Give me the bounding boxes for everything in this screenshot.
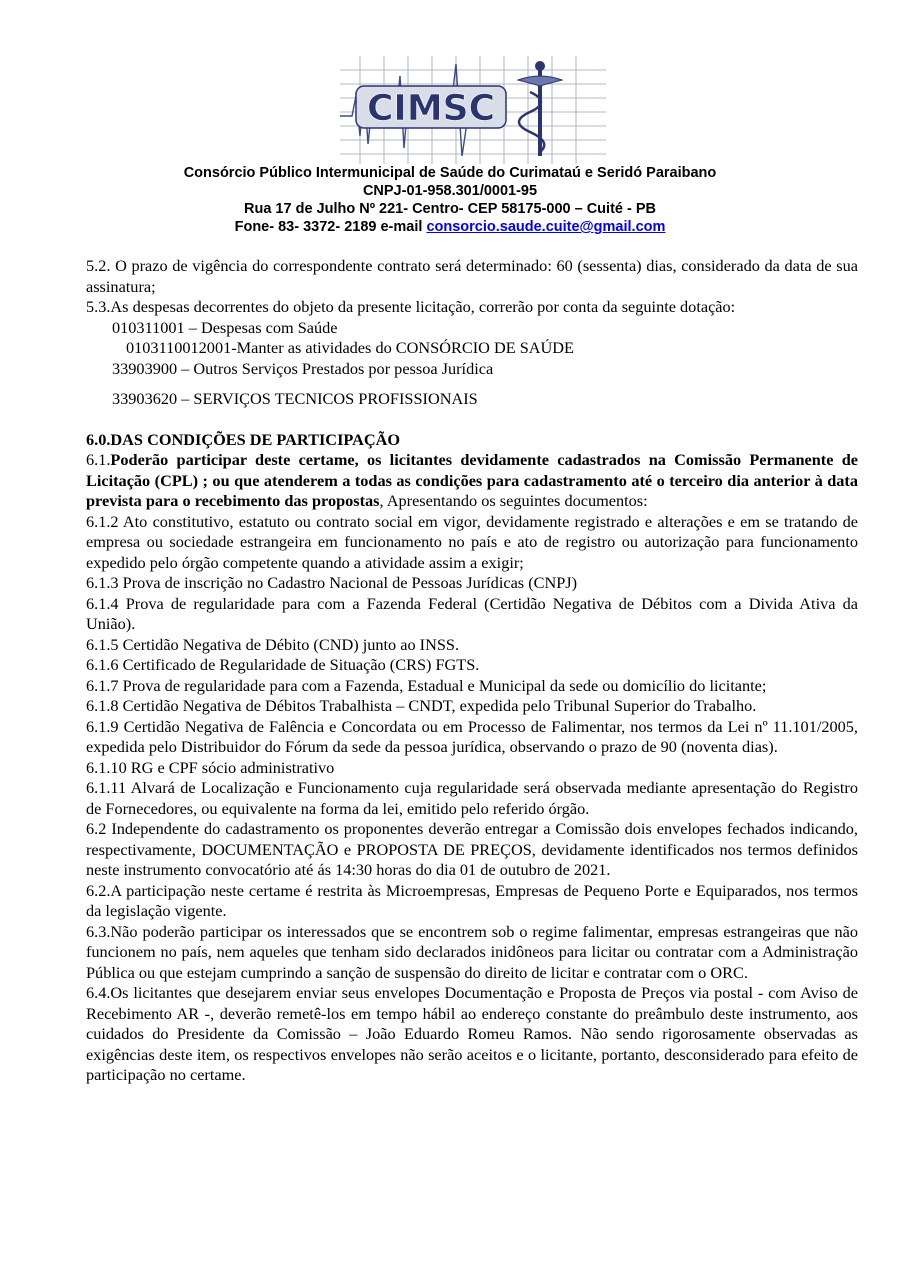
- clause-6-1-bold: Poderão participar deste certame, os licitantes devidamente cadastrados na Comissão Permanente de Licitação (CPL) ; ou que atenderem a todas as condições para cadastramento até o terceiro dia anterior à data prevista para o recebimento das propostas: [86, 450, 858, 510]
- email-link[interactable]: consorcio.saude.cuite@gmail.com: [426, 219, 666, 235]
- budget-line-3: 33903900 – Outros Serviços Prestados por pessoa Jurídica: [112, 358, 494, 378]
- clause-6-1: [86, 450, 858, 512]
- clause-6-1-8: 6.1.8 Certidão Negativa de Débitos Trabalhista – CNDT, expedida pelo Tribunal Superior do Trabalho.: [86, 696, 757, 715]
- clause-6-1-6: 6.1.6 Certificado de Regularidade de Situação (CRS) FGTS.: [86, 655, 480, 674]
- section-6-heading: 6.0.DAS CONDIÇÕES DE PARTICIPAÇÃO: [86, 429, 401, 449]
- clause-6-1-3: 6.1.3 Prova de inscrição no Cadastro Nacional de Pessoas Jurídicas (CNPJ): [86, 573, 578, 592]
- budget-line-1: 010311001 – Despesas com Saúde: [112, 317, 338, 337]
- contact-phone: Fone- 83- 3372- 2189 e-mail: [234, 219, 427, 235]
- clause-6-2-a: 6.2.A participação neste certame é restrita às Microempresas, Empresas de Pequeno Porte e Equiparados, nos termos da legislação vigente.: [86, 880, 858, 920]
- document-body: [86, 256, 858, 1086]
- clause-6-1-5: 6.1.5 Certidão Negativa de Débito (CND) junto ao INSS.: [86, 634, 460, 654]
- clause-6-1-7: 6.1.7 Prova de regularidade para com a Fazenda, Estadual e Municipal da sede ou domicílio do licitante;: [86, 675, 767, 695]
- clause-6-2: 6.2 Independente do cadastramento os proponentes deverão entregar a Comissão dois envelopes fechados indicando, respectivamente, DOCUMENTAÇÃO e PROPOSTA DE PREÇOS, devidamente identificados nos termos definidos neste instrumento convocatório até ás 14:30 horas do dia 01 de outubro de 2021.: [86, 819, 858, 879]
- budget-line-2: 0103110012001-Manter as atividades do CONSÓRCIO DE SAÚDE: [126, 338, 574, 357]
- clause-6-4: 6.4.Os licitantes que desejarem enviar seus envelopes Documentação e Proposta de Preços via postal - com Aviso de Recebimento AR -, deverão remetê-los em tempo hábil ao endereço constante do preâmbulo deste instrumento, aos cuidados do Presidente da Comissão – João Eduardo Romeu Ramos. Não sendo rigorosamente observadas as exigências deste item, os respectivos envelopes não serão aceitos e o licitante, portanto, desconsiderado para efeito de participação no certame.: [86, 983, 858, 1084]
- clause-5-3: 5.3.As despesas decorrentes do objeto da presente licitação, correrão por conta da seguinte dotação:: [86, 297, 736, 316]
- clause-6-1-9: 6.1.9 Certidão Negativa de Falência e Concordata ou em Processo de Falimentar, nos termos da Lei nº 11.101/2005, expedida pelo Distribuidor do Fórum da sede da pessoa jurídica, observando o prazo de 90 (noventa dias).: [86, 716, 858, 756]
- org-address: Rua 17 de Julho Nº 221- Centro- CEP 58175-000 – Cuité - PB: [244, 201, 656, 217]
- clause-6-1-rest: , Apresentando os seguintes documentos:: [379, 491, 648, 510]
- clause-6-1-11: 6.1.11 Alvará de Localização e Funcionamento cuja regularidade será observada mediante apresentação do Registro de Fornecedores, ou equivalente na forma da lei, emitido pelo referido órgão.: [86, 778, 858, 818]
- cimsc-logo: [340, 56, 606, 164]
- org-cnpj: CNPJ-01-958.301/0001-95: [362, 183, 538, 199]
- clause-6-1-10: 6.1.10 RG e CPF sócio administrativo: [86, 757, 335, 777]
- clause-6-1-number: 6.1.: [86, 450, 111, 469]
- clause-6-3: 6.3.Não poderão participar os interessados que se encontrem sob o regime falimentar, empresas estrangeiras que não funcionem no país, nem aqueles que tenham sido declarados inidôneos para licitar ou contratar com a Administração Pública ou que estejam cumprindo a sanção de suspensão do direito de licitar e contratar com o ORC.: [86, 921, 858, 982]
- clause-6-1-2: 6.1.2 Ato constitutivo, estatuto ou contrato social em vigor, devidamente registrado e alterações e em se tratando de empresa ou sociedade estrangeira em funcionamento no país e ato de registro ou autorização para funcionamento expedido pelo órgão competente quando a atividade assim a exigir;: [86, 511, 858, 572]
- budget-line-4: 33903620 – SERVIÇOS TECNICOS PROFISSIONAIS: [112, 389, 478, 408]
- org-contact: [0, 218, 900, 236]
- logo-text: CIMSC: [367, 88, 495, 129]
- org-name: Consórcio Público Intermunicipal de Saúde do Curimataú e Seridó Paraibano: [183, 165, 717, 181]
- clause-5-2: 5.2. O prazo de vigência do correspondente contrato será determinado: 60 (sessenta) dias, considerado da data de sua assinatura;: [86, 256, 858, 296]
- clause-6-1-4: 6.1.4 Prova de regularidade para com a Fazenda Federal (Certidão Negativa de Débitos com a Divida Ativa da União).: [86, 593, 858, 633]
